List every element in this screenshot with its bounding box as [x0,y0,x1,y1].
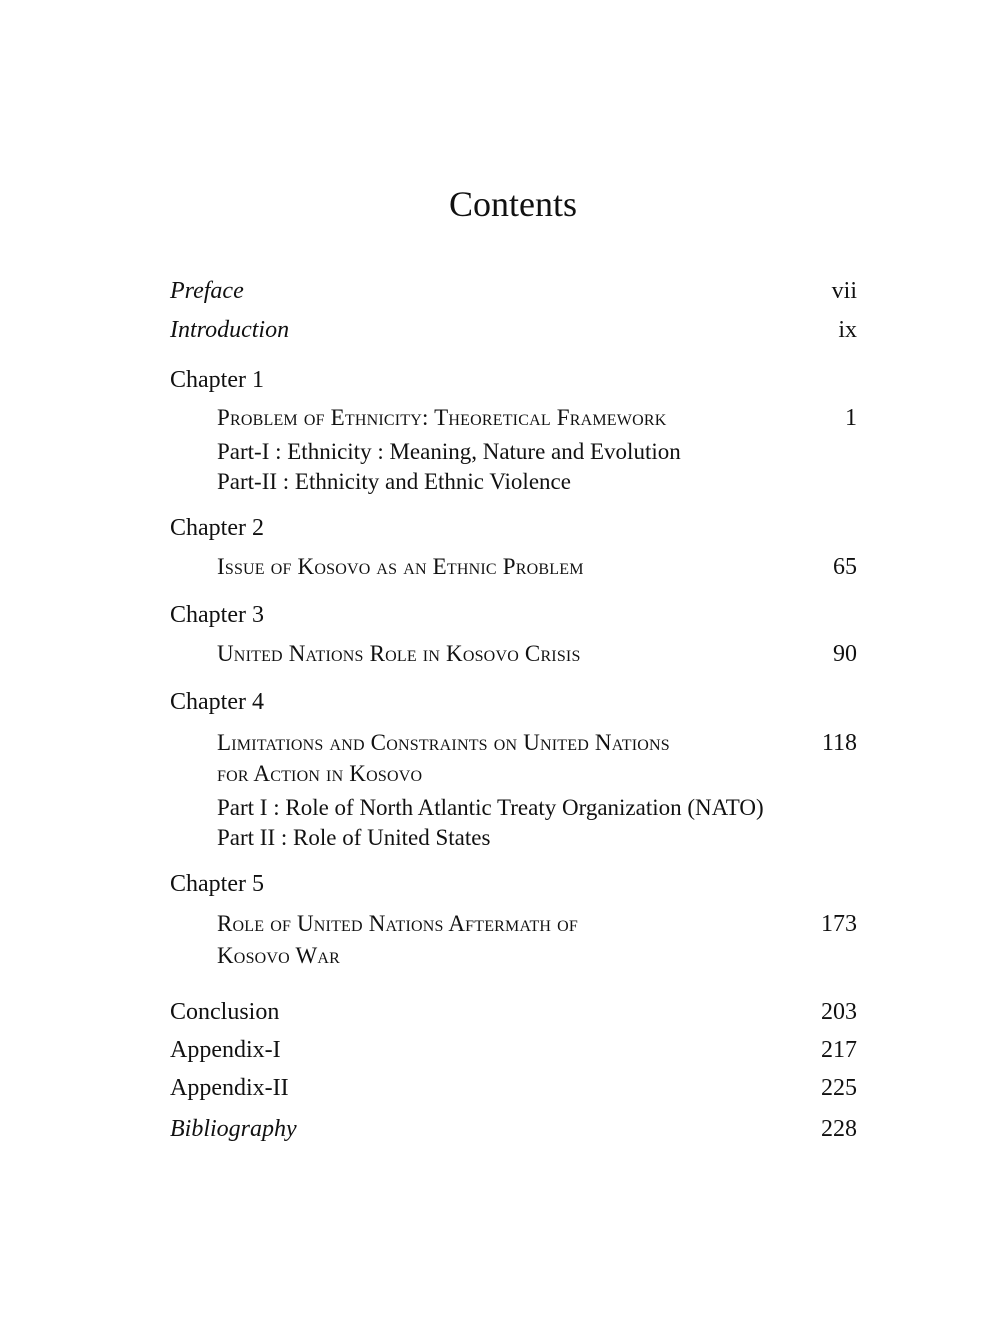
page-title: Contents [448,184,577,224]
toc-entry-introduction: Introduction [170,317,290,343]
toc-entry-appendix-2: Appendix-II [170,1075,289,1101]
toc-entry-preface: Preface [170,278,244,304]
toc-page-appendix-1: 217 [821,1037,857,1063]
chapter-1-part-2: Part-II : Ethnicity and Ethnic Violence [217,469,571,494]
chapter-1-page: 1 [845,405,857,431]
chapter-3-page: 90 [833,641,857,667]
toc-page-conclusion: 203 [821,999,857,1025]
chapter-5-label: Chapter 5 [170,871,264,897]
chapter-4-page: 118 [821,730,857,756]
chapter-5-title-line-2: Kosovo War [217,943,340,968]
chapter-1-title: Problem of Ethnicity: Theoretical Framework [217,405,667,430]
toc-page-bibliography: 228 [821,1116,857,1142]
chapter-3-title: United Nations Role in Kosovo Crisis [217,641,581,666]
chapter-1-label: Chapter 1 [170,367,264,393]
chapter-2-page: 65 [833,554,857,580]
chapter-4-title-line-2: for Action in Kosovo [217,761,423,786]
toc-page-preface: vii [831,278,857,304]
chapter-3-label: Chapter 3 [170,602,264,628]
chapter-4-label: Chapter 4 [170,689,264,715]
toc-entry-conclusion: Conclusion [170,999,280,1025]
chapter-4-title-line-1: Limitations and Constraints on United Nations [217,730,670,755]
toc-page-appendix-2: 225 [821,1075,857,1101]
chapter-2-label: Chapter 2 [170,515,264,541]
toc-entry-appendix-1: Appendix-I [170,1037,281,1063]
chapter-4-part-2: Part II : Role of United States [217,825,491,850]
chapter-2-title: Issue of Kosovo as an Ethnic Problem [217,554,584,579]
toc-page-introduction: ix [838,317,857,343]
chapter-1-part-1: Part-I : Ethnicity : Meaning, Nature and Evolution [217,439,681,464]
toc-entry-bibliography: Bibliography [170,1116,297,1142]
chapter-4-part-1: Part I : Role of North Atlantic Treaty Organization (NATO) [217,795,764,820]
chapter-5-title-line-1: Role of United Nations Aftermath of [217,911,578,936]
chapter-5-page: 173 [821,911,857,937]
